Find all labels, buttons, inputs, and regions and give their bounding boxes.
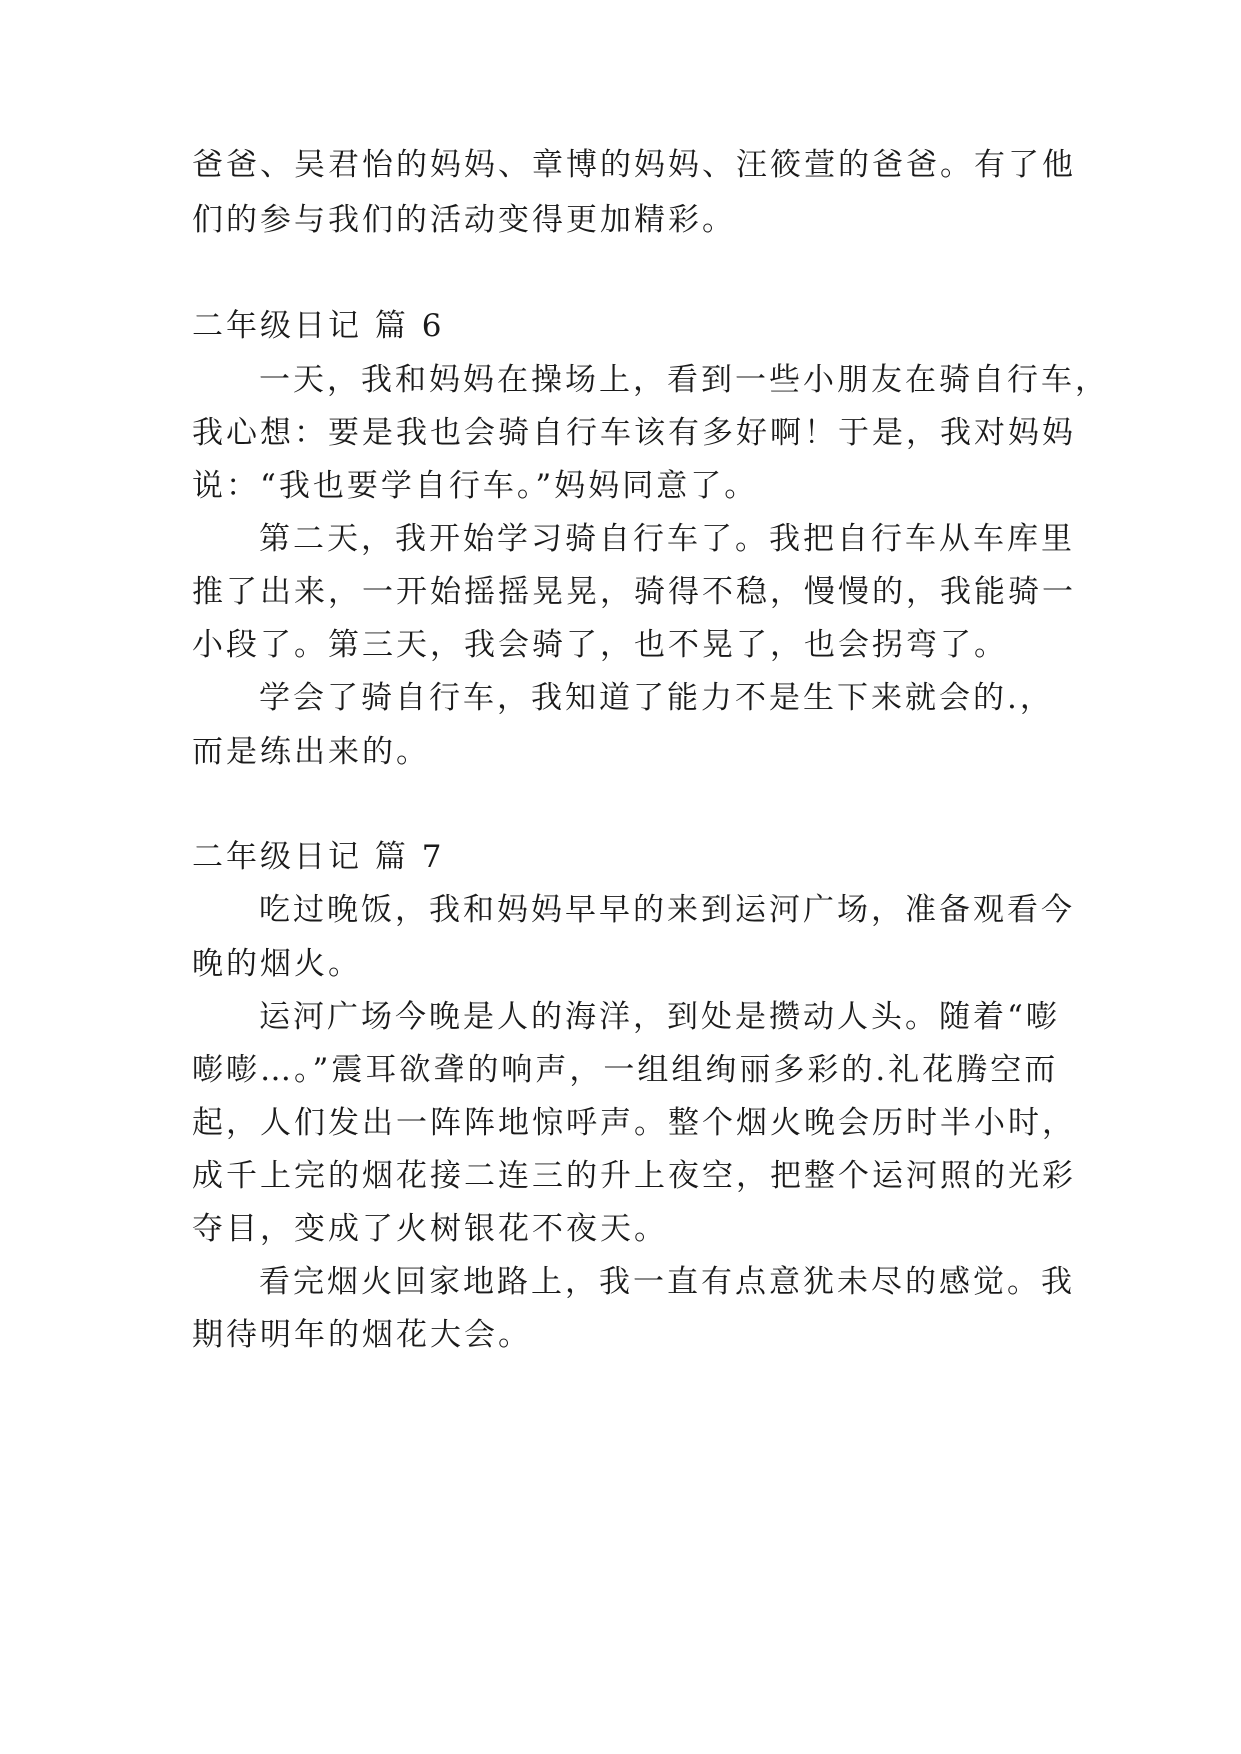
- section7-line-2: 晚的烟火。: [192, 946, 362, 982]
- section7-line-5: 起，人们发出一阵阵地惊呼声。整个烟火晚会历时半小时，: [192, 1105, 1076, 1141]
- intro-line-1: 爸爸、吴君怡的妈妈、章博的妈妈、汪筱萱的爸爸。有了他: [192, 147, 1076, 183]
- section7-line-3: 运河广场今晚是人的海洋，到处是攒动人头。随着“嘭: [259, 999, 1060, 1035]
- section6-line-6: 小段了。第三天，我会骑了，也不晃了，也会拐弯了。: [192, 627, 1008, 663]
- section7-line-8: 看完烟火回家地路上，我一直有点意犹未尽的感觉。我: [259, 1264, 1075, 1300]
- section6-line-5: 推了出来，一开始摇摇晃晃，骑得不稳，慢慢的，我能骑一: [192, 574, 1076, 610]
- section6-line-7: 学会了骑自行车，我知道了能力不是生下来就会的.，: [259, 680, 1054, 716]
- section7-line-9: 期待明年的烟花大会。: [192, 1317, 532, 1353]
- section6-heading: 二年级日记 篇 6: [192, 308, 445, 344]
- intro-line-2: 们的参与我们的活动变得更加精彩。: [192, 202, 736, 238]
- section6-line-8: 而是练出来的。: [192, 734, 430, 770]
- section6-line-1: 一天，我和妈妈在操场上，看到一些小朋友在骑自行车，: [259, 362, 1109, 398]
- section7-line-1: 吃过晚饭，我和妈妈早早的来到运河广场，准备观看今: [259, 892, 1075, 928]
- section7-line-7: 夺目，变成了火树银花不夜天。: [192, 1211, 668, 1247]
- section6-line-4: 第二天，我开始学习骑自行车了。我把自行车从车库里: [259, 521, 1075, 557]
- section6-line-2: 我心想：要是我也会骑自行车该有多好啊！于是，我对妈妈: [192, 415, 1076, 451]
- section6-line-3: 说：“我也要学自行车。”妈妈同意了。: [192, 468, 759, 504]
- section7-line-6: 成千上完的烟花接二连三的升上夜空，把整个运河照的光彩: [192, 1158, 1076, 1194]
- section7-line-4: 嘭嘭…。”震耳欲聋的响声，一组组绚丽多彩的.礼花腾空而: [192, 1052, 1059, 1088]
- section7-heading: 二年级日记 篇 7: [192, 839, 445, 875]
